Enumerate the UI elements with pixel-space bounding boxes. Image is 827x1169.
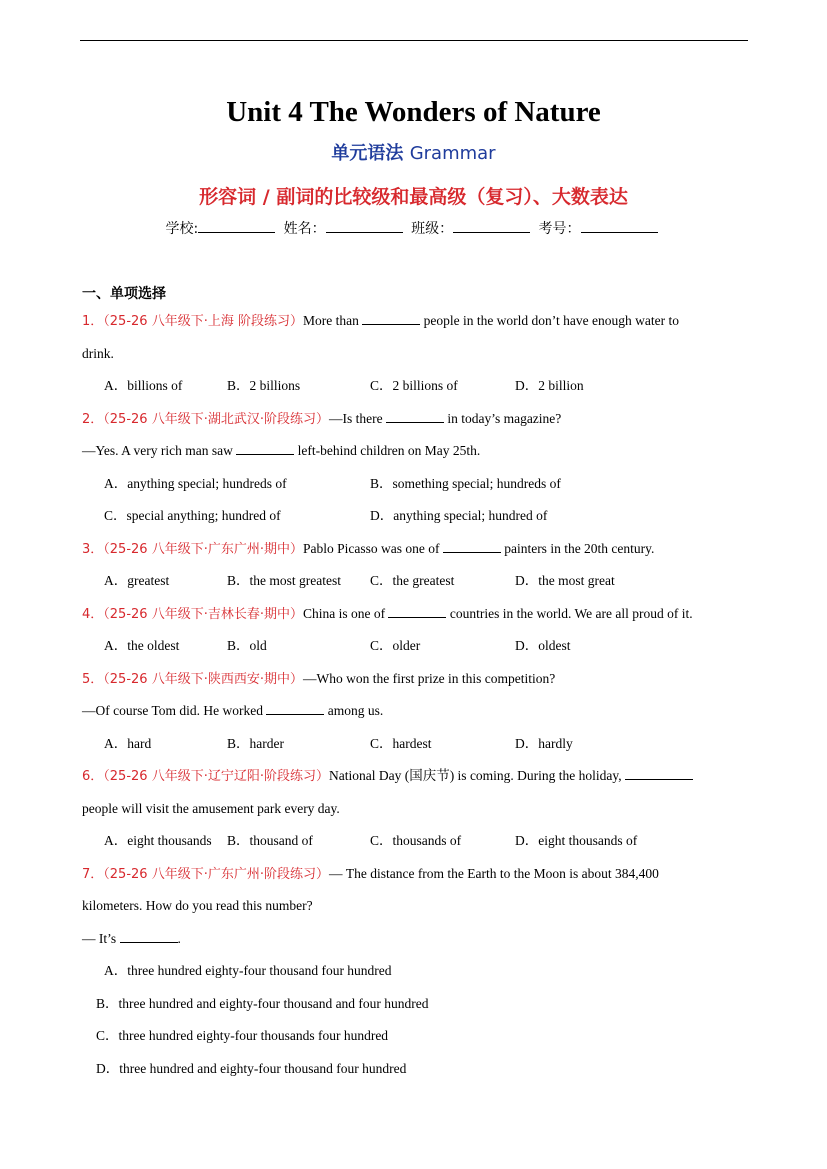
option-d[interactable]: D．oldest — [515, 638, 571, 653]
option-a[interactable]: A．greatest — [104, 573, 170, 588]
section-title: 一、单项选择 — [82, 286, 166, 302]
question-3 — [82, 539, 654, 560]
question-7-answer-line — [82, 929, 181, 949]
answer-blank[interactable] — [266, 701, 324, 715]
question-text: left-behind children on May 25th. — [297, 443, 481, 458]
name-label: 姓名： — [283, 221, 326, 237]
class-blank[interactable] — [453, 218, 530, 233]
option-c[interactable]: C．three hundred eighty-four thousands four hundred — [96, 1028, 389, 1043]
option-b[interactable]: B．thousand of — [227, 833, 313, 848]
option-c[interactable]: C．2 billions of — [370, 378, 458, 393]
option-d[interactable]: D．2 billion — [515, 378, 584, 393]
question-number: 1． — [82, 314, 104, 329]
question-1-cont: drink. — [82, 346, 114, 361]
top-rule — [80, 40, 748, 41]
question-text: —Of course Tom did. He worked — [82, 703, 264, 718]
exam-number-label: 考号： — [538, 221, 581, 237]
question-text: —Yes. A very rich man saw — [82, 443, 233, 458]
answer-blank[interactable] — [625, 766, 693, 780]
question-text: National Day (国庆节) is coming. During the holiday, — [328, 768, 622, 783]
question-source: （25-26 八年级下·湖北武汉·阶段练习） — [103, 412, 329, 427]
question-1 — [82, 311, 679, 332]
answer-blank[interactable] — [120, 929, 178, 943]
question-source: （25-26 八年级下·广东广州·阶段练习） — [103, 867, 329, 882]
subtitle-cn: 单元语法 — [331, 143, 404, 164]
question-text: —Is there — [328, 411, 383, 426]
question-text: Pablo Picasso was one of — [302, 541, 440, 556]
question-number: 7． — [82, 867, 104, 882]
option-c[interactable]: C．hardest — [370, 736, 432, 751]
question-number: 2． — [82, 412, 104, 427]
question-text: painters in the 20th century. — [504, 541, 655, 556]
question-text: people in the world don’t have enough water to — [423, 313, 680, 328]
question-source: （25-26 八年级下·辽宁辽阳·阶段练习） — [103, 769, 329, 784]
option-d[interactable]: D．hardly — [515, 736, 573, 751]
question-text: — It’s — [82, 931, 117, 946]
question-text: . — [177, 931, 181, 946]
option-b[interactable]: B．something special; hundreds of — [370, 476, 561, 491]
option-b[interactable]: B．2 billions — [227, 378, 301, 393]
question-source: （25-26 八年级下·吉林长春·期中） — [103, 607, 303, 622]
option-b[interactable]: B．old — [227, 638, 267, 653]
question-text: More than — [302, 313, 359, 328]
answer-blank[interactable] — [386, 409, 444, 423]
option-a[interactable]: A．the oldest — [104, 638, 180, 653]
question-2-cont — [82, 441, 480, 461]
option-a[interactable]: A．anything special; hundreds of — [104, 476, 287, 491]
answer-blank[interactable] — [236, 441, 294, 455]
question-source: （25-26 八年级下·上海 阶段练习） — [103, 314, 303, 329]
option-d[interactable]: D．eight thousands of — [515, 833, 638, 848]
option-c[interactable]: C．thousands of — [370, 833, 462, 848]
name-blank[interactable] — [326, 218, 403, 233]
option-a[interactable]: A．three hundred eighty-four thousand four hundred — [104, 963, 392, 978]
option-a[interactable]: A．billions of — [104, 378, 183, 393]
option-b[interactable]: B．the most greatest — [227, 573, 341, 588]
school-blank[interactable] — [198, 218, 275, 233]
question-5 — [82, 669, 555, 690]
question-2 — [82, 409, 561, 430]
question-4 — [82, 604, 693, 625]
answer-blank[interactable] — [362, 311, 420, 325]
question-5-cont — [82, 701, 383, 721]
question-text: in today’s magazine? — [447, 411, 562, 426]
question-6-cont: people will visit the amusement park every day. — [82, 801, 340, 816]
topic-heading: 形容词 / 副词的比较级和最高级（复习）、大数表达 — [199, 186, 628, 208]
school-label: 学校: — [165, 221, 199, 237]
option-b[interactable]: B．three hundred and eighty-four thousand and four hundred — [96, 996, 429, 1011]
option-d[interactable]: D．the most great — [515, 573, 615, 588]
page-subtitle — [0, 141, 827, 167]
option-a[interactable]: A．eight thousands — [104, 833, 212, 848]
option-d[interactable]: D．three hundred and eighty-four thousand four hundred — [96, 1061, 407, 1076]
page-title: Unit 4 The Wonders of Nature — [226, 96, 601, 128]
question-7 — [82, 864, 659, 885]
question-6 — [82, 766, 693, 787]
option-c[interactable]: C．older — [370, 638, 421, 653]
option-d[interactable]: D．anything special; hundred of — [370, 508, 548, 523]
answer-blank[interactable] — [388, 604, 446, 618]
question-source: （25-26 八年级下·陕西西安·期中） — [103, 672, 303, 687]
option-b[interactable]: B．harder — [227, 736, 284, 751]
question-number: 5． — [82, 672, 104, 687]
question-number: 6． — [82, 769, 104, 784]
subtitle-en: Grammar — [409, 143, 496, 164]
class-label: 班级： — [411, 221, 454, 237]
question-text: — The distance from the Earth to the Moon is about 384,400 — [328, 866, 659, 881]
question-text: countries in the world. We are all proud of it. — [449, 606, 693, 621]
question-text: among us. — [327, 703, 384, 718]
exam-number-blank[interactable] — [581, 218, 658, 233]
question-text: —Who won the first prize in this competition? — [302, 671, 556, 686]
option-c[interactable]: C．the greatest — [370, 573, 455, 588]
student-info-row — [0, 218, 827, 240]
option-a[interactable]: A．hard — [104, 736, 152, 751]
question-number: 3． — [82, 542, 104, 557]
question-source: （25-26 八年级下·广东广州·期中） — [103, 542, 303, 557]
question-7-cont: kilometers. How do you read this number? — [82, 898, 313, 913]
question-number: 4． — [82, 607, 104, 622]
question-text: China is one of — [302, 606, 386, 621]
option-c[interactable]: C．special anything; hundred of — [104, 508, 281, 523]
answer-blank[interactable] — [443, 539, 501, 553]
